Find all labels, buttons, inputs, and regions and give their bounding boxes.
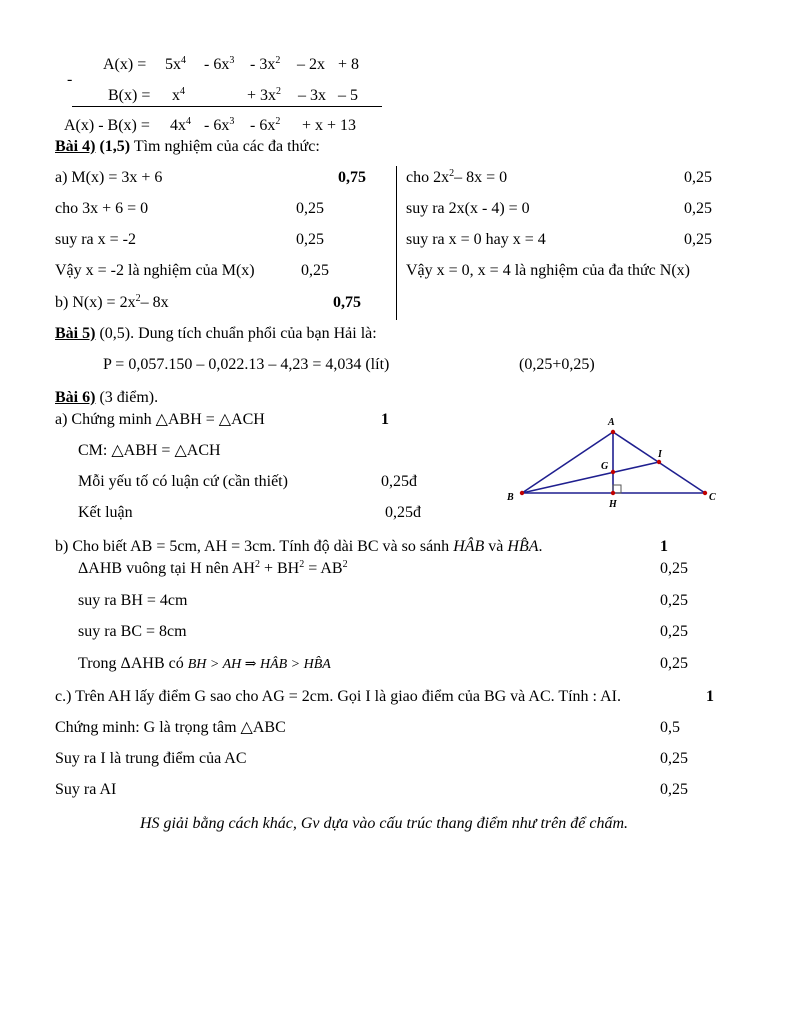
point-b bbox=[520, 491, 524, 495]
segment-ab bbox=[522, 432, 613, 493]
bai4-instruction: Tìm nghiệm của các đa thức: bbox=[133, 138, 320, 155]
label-i: I bbox=[658, 449, 662, 460]
poly-a-term5: + 8 bbox=[338, 56, 360, 73]
bai5-score: (0,25+0,25) bbox=[519, 356, 595, 373]
poly-diff-term2: - $6x^3$ bbox=[204, 116, 235, 134]
bai4-title: Bài 4) bbox=[55, 138, 96, 155]
angle-hba: HB̂A bbox=[507, 538, 539, 555]
bai4-left-line-1: a) M(x) = 3x + 6 bbox=[55, 169, 163, 186]
bai6c-title: c.) Trên AH lấy điểm G sao cho AG = 2cm. Gọi I là giao điểm của BG và AC. Tính : AI. bbox=[55, 688, 621, 705]
bai6c-score-2: 0,25 bbox=[660, 750, 688, 767]
bai6b-score-2: 0,25 bbox=[660, 592, 688, 609]
bai6b-line-4: Trong ΔAHB có BH > AH ⇒ HÂB > HB̂A bbox=[78, 655, 331, 672]
bai6a-title-score: 1 bbox=[381, 411, 389, 428]
bai4-left-line-4: Vậy x = -2 là nghiệm của M(x) bbox=[55, 262, 255, 279]
poly-diff-term1: $4x^4$ bbox=[170, 116, 191, 134]
bai4-points: (1,5) bbox=[99, 138, 131, 155]
bai4-left-line-3: suy ra x = -2 bbox=[55, 231, 137, 248]
bai4-right-score-1: 0,25 bbox=[684, 169, 712, 186]
label-h: H bbox=[609, 499, 617, 510]
bai4-left-score-5: 0,75 bbox=[333, 294, 361, 311]
poly-b-term4: – 3x bbox=[298, 87, 326, 104]
bai4-right-score-3: 0,25 bbox=[684, 231, 712, 248]
bai6c-line-3: Suy ra AI bbox=[55, 781, 117, 798]
bai4-left-line-5: b) $N(x) = 2x^2-$ 8x bbox=[55, 293, 169, 311]
bai4-left-score-3: 0,25 bbox=[296, 231, 324, 248]
poly-a-term1: $5x^4$ bbox=[165, 55, 186, 73]
poly-diff-term4: + x + 13 bbox=[302, 117, 357, 134]
bai6-heading bbox=[55, 389, 158, 407]
subtraction-rule bbox=[72, 106, 382, 107]
bai4-left-score-1: 0,75 bbox=[338, 169, 366, 186]
bai4-right-line-1: cho $2x^2-$ 8x = 0 bbox=[406, 168, 508, 186]
bai4-right-score-2: 0,25 bbox=[684, 200, 712, 217]
bai6-points: (3 điểm). bbox=[99, 389, 159, 406]
bai6b-score-3: 0,25 bbox=[660, 623, 688, 640]
bai6c-score-3: 0,25 bbox=[660, 781, 688, 798]
bai4-left-score-2: 0,25 bbox=[296, 200, 324, 217]
point-c bbox=[703, 491, 707, 495]
bai4-right-line-2: suy ra 2x(x - 4) = 0 bbox=[406, 200, 530, 217]
poly-b-term3: + $3x^2$ bbox=[247, 86, 282, 104]
bai6-title: Bài 6) bbox=[55, 389, 96, 406]
bai6b-line-1: ΔAHB vuông tại H nên $AH^2 + BH^2 = AB^2$ bbox=[78, 559, 348, 577]
poly-b-label: B(x) = bbox=[108, 87, 151, 104]
bai4-right-line-3: suy ra x = 0 hay x = 4 bbox=[406, 231, 546, 248]
label-g: G bbox=[601, 461, 609, 472]
poly-a-term2: - $6x^3$ bbox=[204, 55, 235, 73]
point-i bbox=[657, 460, 661, 464]
poly-a-label: A(x) = bbox=[103, 56, 147, 73]
bai5-instruction: (0,5). Dung tích chuẩn phổi của bạn Hải là: bbox=[99, 325, 377, 342]
poly-b-term1: $x^4$ bbox=[172, 86, 185, 104]
bai6b-line-3: suy ra BC = 8cm bbox=[78, 623, 187, 640]
point-g bbox=[611, 470, 615, 474]
bai4-left-line-2: cho 3x + 6 = 0 bbox=[55, 200, 149, 217]
poly-a-term3: - $3x^2$ bbox=[250, 55, 281, 73]
bai4-heading bbox=[55, 138, 320, 156]
bai6a-title: a) Chứng minh △ABH = △ACH bbox=[55, 411, 265, 428]
poly-a-term4: – 2x bbox=[297, 56, 325, 73]
bai4-right-line-4: Vậy x = 0, x = 4 là nghiệm của đa thức N(x) bbox=[406, 262, 690, 279]
angle-hab: HÂB bbox=[453, 538, 485, 555]
label-a: A bbox=[608, 417, 615, 428]
bai6b-title: b) Cho biết AB = 5cm, AH = 3cm. Tính độ dài BC và so sánh HÂB và HB̂A. bbox=[55, 538, 543, 555]
bai6b-score-1: 0,25 bbox=[660, 560, 688, 577]
bai6a-line-2: Mỗi yếu tố có luận cứ (cần thiết) bbox=[78, 473, 288, 490]
bai6c-score-1: 0,5 bbox=[660, 719, 680, 736]
subtraction-sign: - bbox=[67, 71, 73, 88]
triangle-figure bbox=[500, 410, 740, 520]
label-b: B bbox=[507, 492, 514, 503]
bai4-column-divider bbox=[396, 166, 397, 320]
bai6b-line-2: suy ra BH = 4cm bbox=[78, 592, 188, 609]
poly-b-term5: – 5 bbox=[338, 87, 358, 104]
bai5-heading bbox=[55, 325, 377, 343]
bai6a-score-2: 0,25đ bbox=[381, 473, 417, 490]
poly-diff-term3: - $6x^2$ bbox=[250, 116, 281, 134]
point-a bbox=[611, 430, 615, 434]
bai5-title: Bài 5) bbox=[55, 325, 96, 342]
label-c: C bbox=[709, 492, 716, 503]
inequality-expression: BH > AH ⇒ HÂB > HB̂A bbox=[187, 657, 331, 672]
bai6a-line-3: Kết luận bbox=[78, 504, 133, 521]
bai6c-line-2: Suy ra I là trung điểm của AC bbox=[55, 750, 247, 767]
bai6b-score-4: 0,25 bbox=[660, 655, 688, 672]
point-h bbox=[611, 491, 615, 495]
bai4-left-score-4: 0,25 bbox=[301, 262, 329, 279]
bai5-formula: P = 0,057.150 – 0,022.13 – 4,23 = 4,034 (lít) bbox=[103, 356, 390, 373]
bai6a-line-1: CM: △ABH = △ACH bbox=[78, 442, 221, 459]
segment-bi bbox=[522, 462, 659, 493]
poly-diff-label: A(x) - B(x) = bbox=[64, 117, 150, 134]
bai6a-score-3: 0,25đ bbox=[385, 504, 421, 521]
grading-note: HS giải bằng cách khác, Gv dựa vào cấu trúc thang điểm như trên để chấm. bbox=[140, 815, 629, 832]
bai6c-line-1: Chứng minh: G là trọng tâm △ABC bbox=[55, 719, 286, 736]
bai6b-title-score: 1 bbox=[660, 538, 668, 555]
bai6c-title-score: 1 bbox=[706, 688, 714, 705]
